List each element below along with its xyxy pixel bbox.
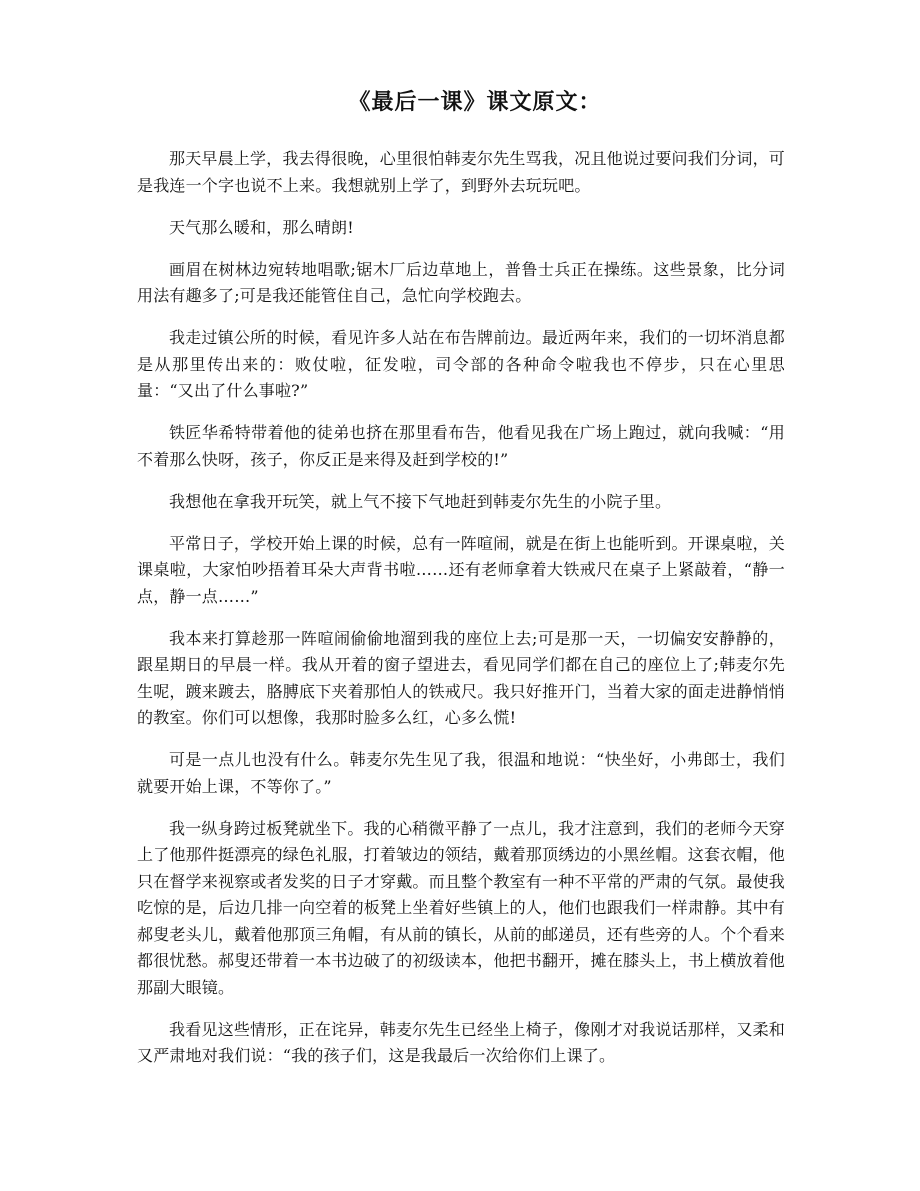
paragraph: 那天早晨上学，我去得很晚，心里很怕韩麦尔先生骂我，况且他说过要问我们分词，可是我连一个字也说不上来。我想就别上学了，到野外去玩玩吧。: [137, 149, 785, 195]
paragraph: 我走过镇公所的时候，看见许多人站在布告牌前边。最近两年来，我们的一切坏消息都是从那里传出来的：败仗啦，征发啦，司令部的各种命令啦我也不停步，只在心里思量：“又出了什么事啦?”: [137, 328, 785, 400]
paragraph: 平常日子，学校开始上课的时候，总有一阵喧闹，就是在街上也能听到。开课桌啦，关课桌啦，大家怕吵捂着耳朵大声背书啦……还有老师拿着大铁戒尺在桌子上紧敲着，“静一点，静一点……”: [137, 533, 785, 606]
paragraph: 铁匠华希特带着他的徒弟也挤在那里看布告，他看见我在广场上跑过，就向我喊：“用不着那么快呀，孩子，你反正是来得及赶到学校的!”: [137, 423, 785, 469]
document-title: 《最后一课》课文原文：: [348, 90, 602, 115]
paragraph: 我看见这些情形，正在诧异，韩麦尔先生已经坐上椅子，像刚才对我说话那样，又柔和又严肃地对我们说：“我的孩子们，这是我最后一次给你们上课了。: [137, 1019, 785, 1065]
paragraph: 我本来打算趁那一阵喧闹偷偷地溜到我的座位上去;可是那一天，一切偏安安静静的，跟星期日的早晨一样。我从开着的窗子望进去，看见同学们都在自己的座位上了;韩麦尔先生呢，踱来踱去，胳膊底下夹着那怕人的铁戒尺。我只好推开门，当着大家的面走进静悄悄的教室。你们可以想像，我那时脸多么红，心多么慌!: [137, 628, 786, 727]
paragraph: 画眉在树林边宛转地唱歌;锯木厂后边草地上，普鲁士兵正在操练。这些景象，比分词用法有趣多了;可是我还能管住自己，急忙向学校跑去。: [137, 259, 785, 305]
paragraph: 可是一点儿也没有什么。韩麦尔先生见了我，很温和地说：“快坐好，小弗郎士，我们就要开始上课，不等你了。”: [137, 750, 785, 796]
paragraph: 我一纵身跨过板凳就坐下。我的心稍微平静了一点儿，我才注意到，我们的老师今天穿上了他那件挺漂亮的绿色礼服，打着皱边的领结，戴着那顶绣边的小黑丝帽。这套衣帽，他只在督学来视察或者发奖的日子才穿戴。而且整个教室有一种不平常的严肃的气氛。最使我吃惊的是，后边几排一向空着的板凳上坐着好些镇上的人，他们也跟我们一样肃静。其中有郝叟老头儿，戴着他那顶三角帽，有从前的镇长，从前的邮递员，还有些旁的人。个个看来都很忧愁。郝叟还带着一本书边破了的初级读本，他把书翻开，摊在膝头上，书上横放着他那副大眼镜。: [137, 818, 786, 997]
paragraph: 我想他在拿我开玩笑，就上气不接下气地赶到韩麦尔先生的小院子里。: [169, 491, 672, 511]
document-body: [137, 146, 785, 1085]
paragraph: 天气那么暖和，那么晴朗!: [169, 217, 354, 237]
